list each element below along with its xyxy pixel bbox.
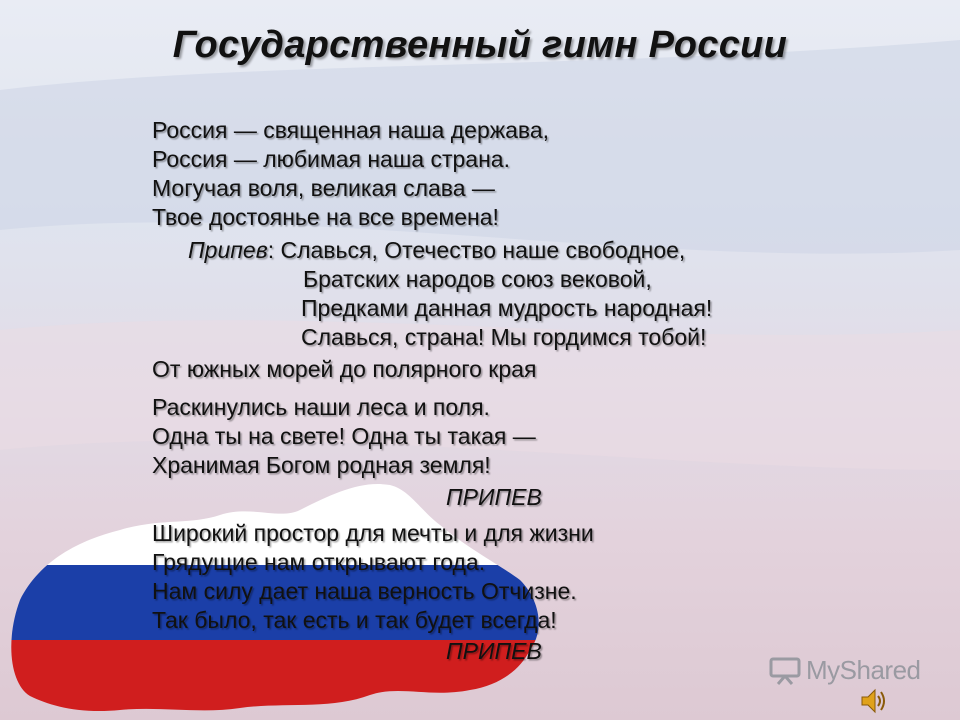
watermark-text: MyShared [806,655,921,685]
verse-2-first-line: От южных морей до полярного края [152,356,537,382]
verse-2 [152,393,536,480]
chorus-line: Славься, Отечество наше свободное, [280,237,686,263]
myshared-watermark [768,655,921,686]
presentation-board-icon [768,656,802,686]
chorus-line: Предками данная мудрость народная! [301,295,713,321]
verse-1 [152,116,549,232]
verse-line: Одна ты на свете! Одна ты такая — [152,423,536,449]
refrain-label: ПРИПЕВ [446,484,542,510]
chorus-first-line [188,236,712,265]
chorus-line: Братских народов союз вековой, [303,266,652,292]
chorus-label: Припев [188,237,268,263]
chorus-separator: : [267,237,281,263]
verse-line: Так было, так есть и так будет всегда! [152,607,557,633]
page-title: Государственный гимн России [172,24,788,66]
verse-line: Нам силу дает наша верность Отчизне. [152,578,577,604]
verse-line: Хранимая Богом родная земля! [152,452,491,478]
refrain-label: ПРИПЕВ [446,638,542,664]
chorus [188,236,712,352]
speaker-icon[interactable] [858,686,888,716]
verse-line: Россия — священная наша держава, [152,117,550,143]
verse-line: Широкий простор для мечты и для жизни [152,520,594,546]
verse-line: Раскинулись наши леса и поля. [152,394,490,420]
verse-line: Могучая воля, великая слава — [152,175,495,201]
verse-line: Твое достоянье на все времена! [152,204,499,230]
verse-line: Россия — любимая наша страна. [152,146,510,172]
verse-3 [152,519,594,635]
verse-line: Грядущие нам открывают года. [152,549,486,575]
chorus-line: Славься, страна! Мы гордимся тобой! [301,324,707,350]
